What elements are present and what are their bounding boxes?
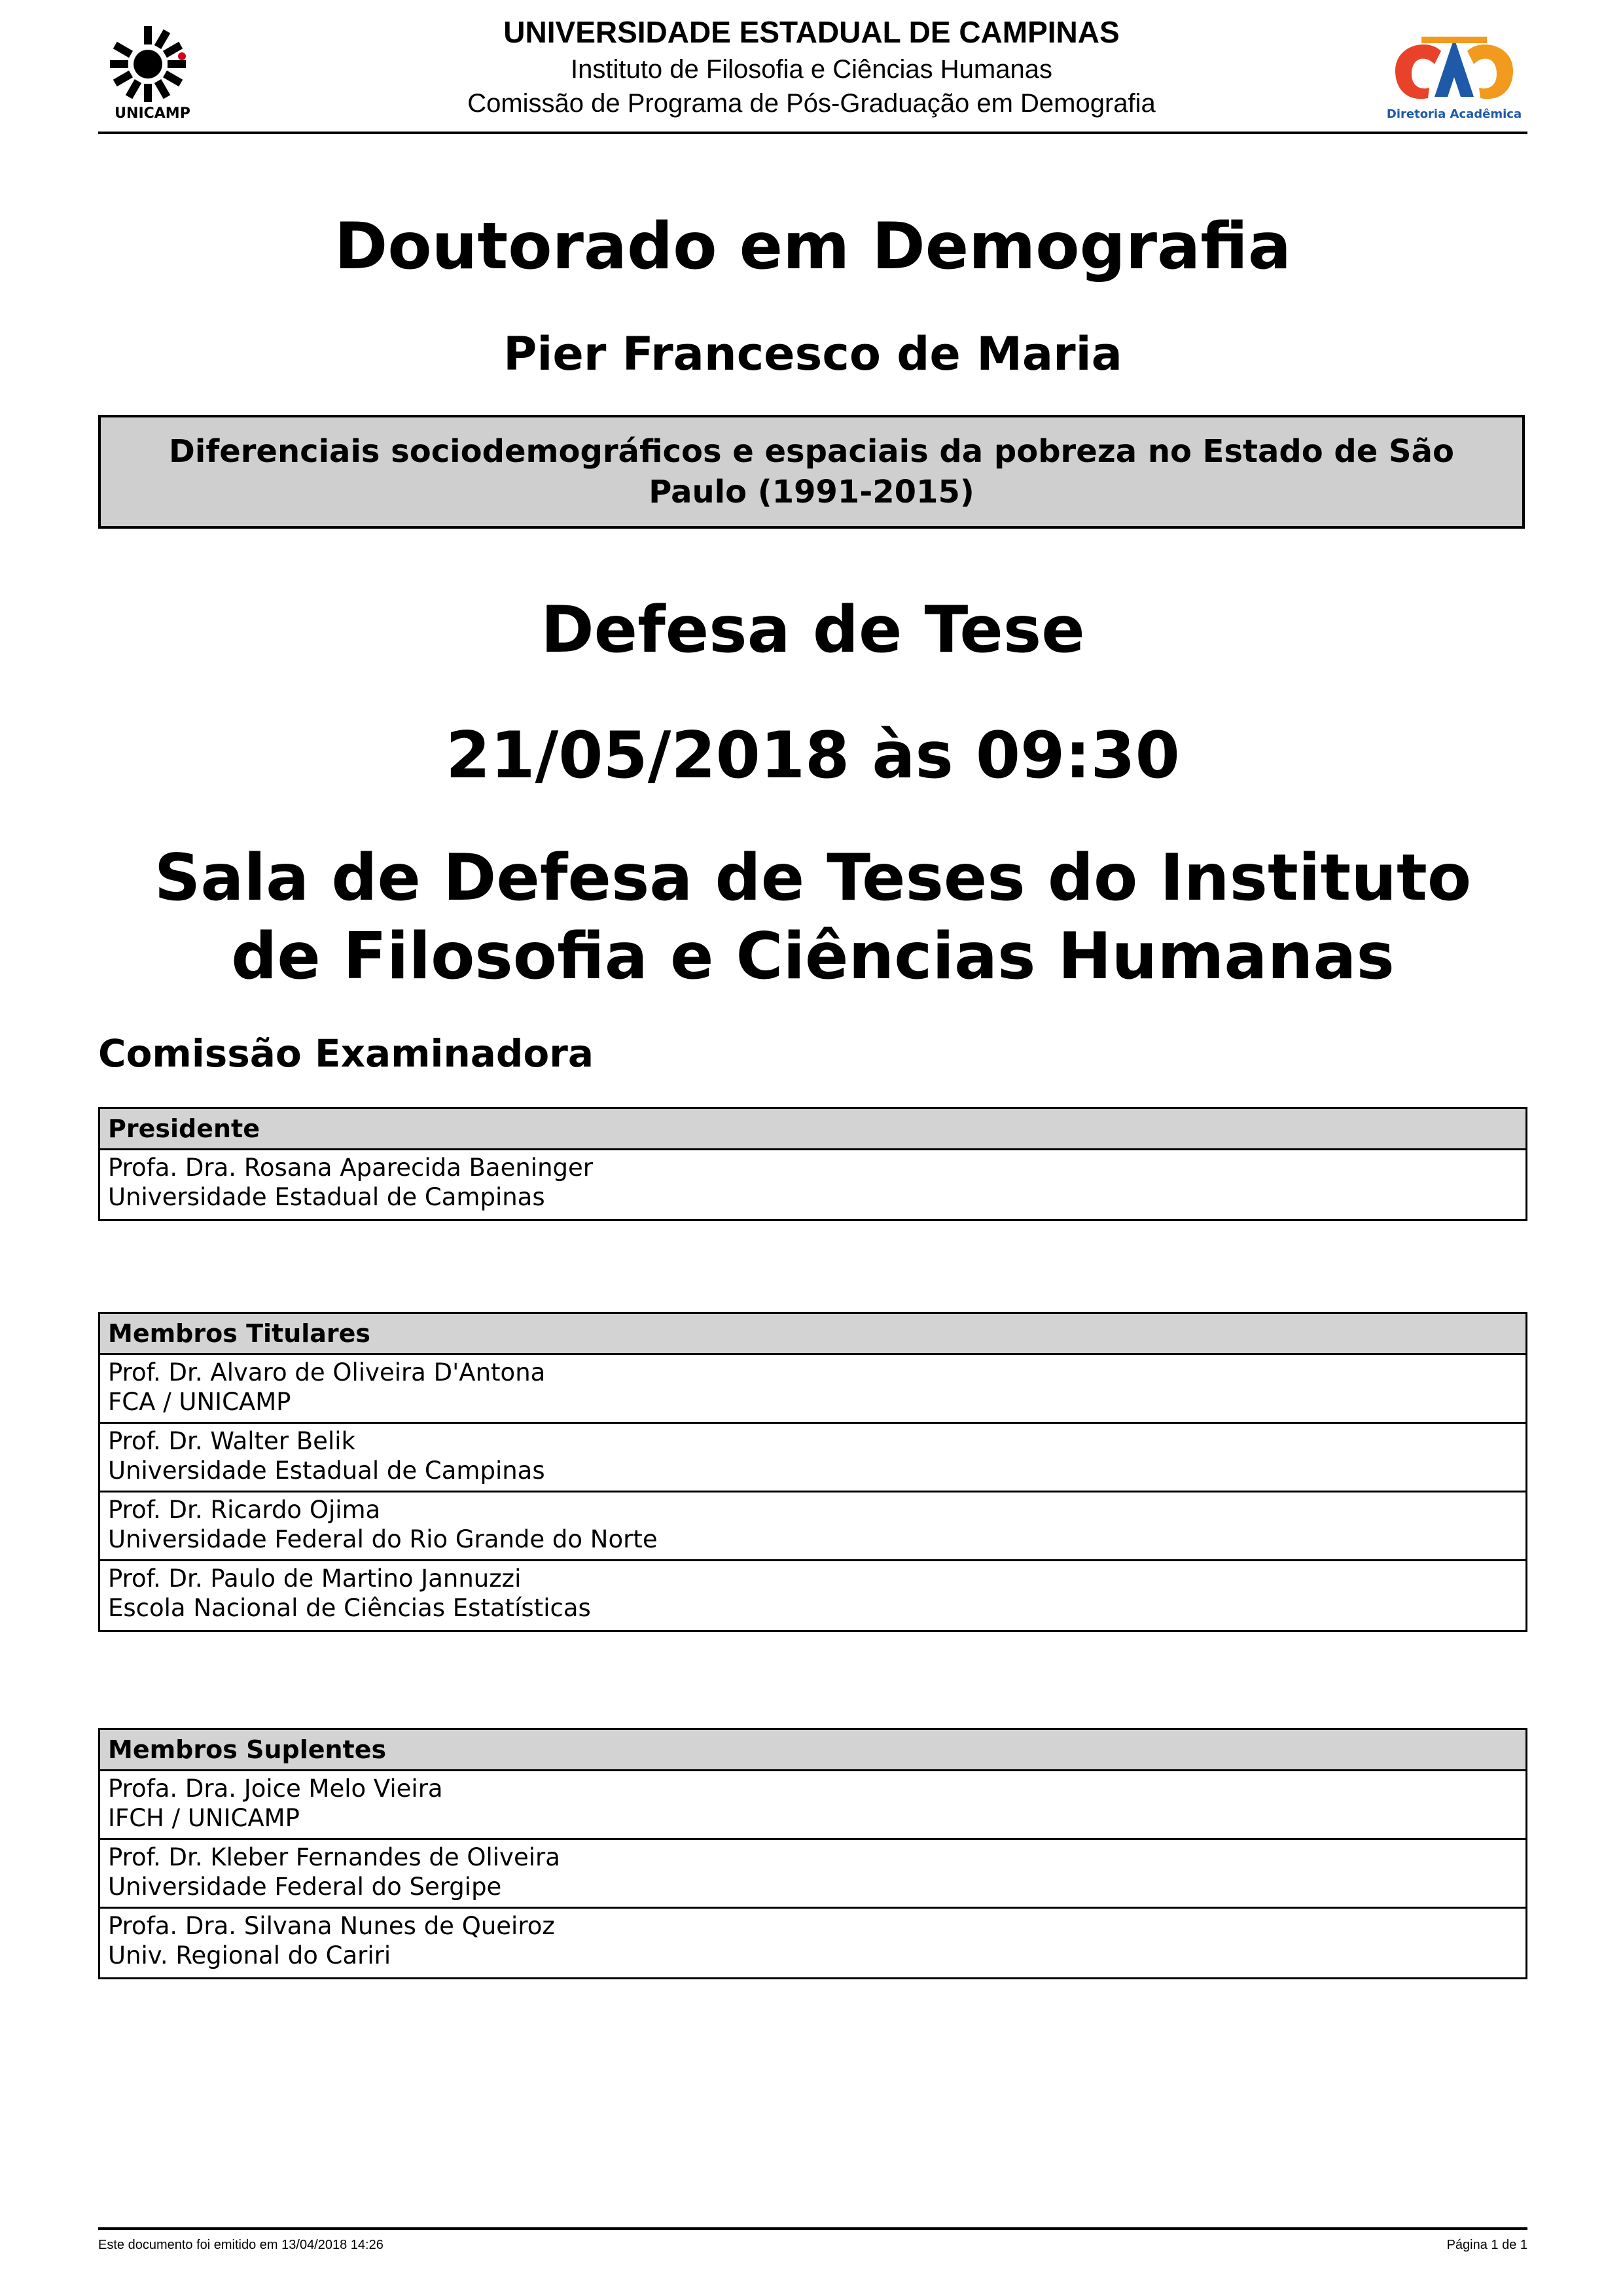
member-institution: Universidade Federal do Rio Grande do Norte [108, 1525, 658, 1553]
unicamp-logo [103, 20, 202, 124]
member-name: Prof. Dr. Ricardo Ojima [108, 1496, 381, 1524]
member-row [100, 1424, 1525, 1492]
member-row [100, 1492, 1525, 1561]
committee-heading: Comissão Examinadora [98, 1031, 594, 1076]
thesis-title: Diferenciais sociodemográficos e espaciais da pobreza no Estado de São Paulo (1991-2015) [169, 433, 1454, 510]
member-name: Prof. Dr. Paulo de Martino Jannuzzi [108, 1564, 522, 1593]
presidente-table [98, 1107, 1527, 1221]
event-room: Sala de Defesa de Teses do Instituto de Filosofia e Ciências Humanas [154, 841, 1472, 994]
table-header: Membros Suplentes [100, 1730, 1525, 1771]
svg-text:Diretoria Acadêmica: Diretoria Acadêmica [1386, 107, 1522, 121]
member-row [100, 1561, 1525, 1630]
member-institution: Universidade Federal do Sergipe [108, 1873, 502, 1901]
member-name: Profa. Dra. Joice Melo Vieira [108, 1775, 443, 1803]
member-row [100, 1355, 1525, 1424]
table-header: Presidente [100, 1109, 1525, 1150]
student-name: Pier Francesco de Maria [503, 327, 1122, 381]
footer-divider [98, 2227, 1527, 2230]
member-name: Prof. Dr. Kleber Fernandes de Oliveira [108, 1843, 560, 1871]
member-institution: Univ. Regional do Cariri [108, 1941, 391, 1969]
member-institution: FCA / UNICAMP [108, 1388, 291, 1416]
table-header: Membros Titulares [100, 1314, 1525, 1355]
issue-date-note: Este documento foi emitido em 13/04/2018 14:26 [98, 2238, 383, 2252]
member-name: Prof. Dr. Alvaro de Oliveira D'Antona [108, 1358, 546, 1386]
titulares-table [98, 1312, 1527, 1632]
diretoria-academica-logo [1382, 25, 1526, 123]
member-institution: Universidade Estadual de Campinas [108, 1183, 545, 1211]
member-institution: IFCH / UNICAMP [108, 1804, 300, 1832]
commission-name: Comissão de Programa de Pós-Graduação em Demografia [467, 89, 1156, 118]
thesis-title-box [98, 415, 1525, 529]
member-name: Profa. Dra. Silvana Nunes de Queiroz [108, 1912, 555, 1940]
page-number: Página 1 de 1 [1446, 2238, 1527, 2252]
member-name: Profa. Dra. Rosana Aparecida Baeninger [108, 1154, 593, 1182]
member-row [100, 1909, 1525, 1977]
suplentes-table [98, 1728, 1527, 1979]
member-institution: Universidade Estadual de Campinas [108, 1457, 545, 1485]
university-name: UNIVERSIDADE ESTADUAL DE CAMPINAS [503, 15, 1120, 49]
member-row [100, 1150, 1525, 1219]
program-title: Doutorado em Demografia [334, 209, 1291, 284]
member-name: Prof. Dr. Walter Belik [108, 1427, 355, 1455]
svg-text:UNICAMP: UNICAMP [115, 105, 190, 122]
institute-name: Instituto de Filosofia e Ciências Humanas [571, 55, 1052, 84]
header-divider [98, 132, 1527, 134]
event-datetime: 21/05/2018 às 09:30 [446, 718, 1180, 793]
member-institution: Escola Nacional de Ciências Estatísticas [108, 1594, 591, 1622]
event-type: Defesa de Tese [541, 593, 1085, 667]
member-row [100, 1840, 1525, 1909]
member-row [100, 1771, 1525, 1840]
